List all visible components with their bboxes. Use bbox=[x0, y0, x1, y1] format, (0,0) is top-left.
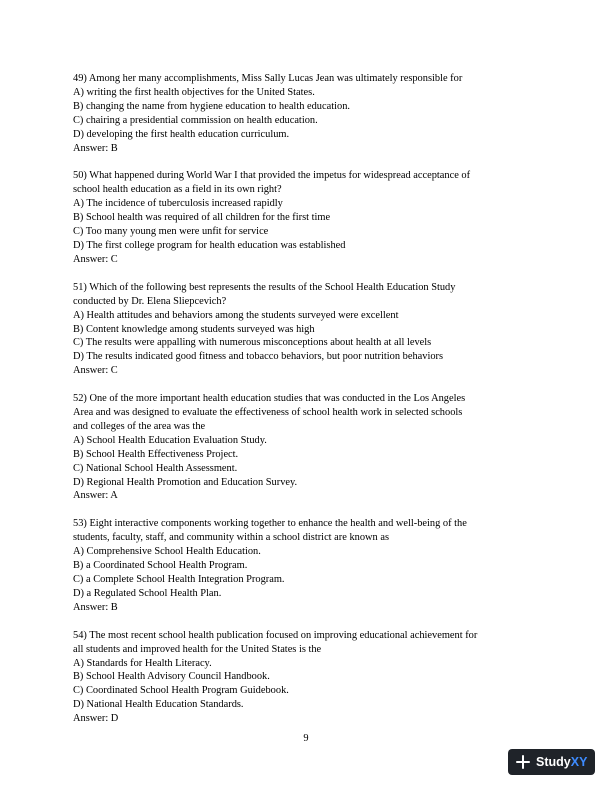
question-stem-line: 52) One of the more important health education studies that was conducted in the Los Angeles bbox=[73, 393, 466, 405]
answer: Answer: B bbox=[73, 601, 118, 613]
question-52 bbox=[73, 392, 543, 503]
question-stem-line: 50) What happened during World War I that provided the impetus for widespread acceptance of bbox=[73, 170, 471, 182]
question-51 bbox=[73, 281, 543, 378]
option-a: A) School Health Education Evaluation Study. bbox=[73, 434, 267, 446]
option-c: C) National School Health Assessment. bbox=[73, 462, 238, 474]
question-stem-line: students, faculty, staff, and community within a school district are known as bbox=[73, 532, 389, 544]
option-d: D) National Health Education Standards. bbox=[73, 699, 244, 711]
option-d: D) developing the first health education curriculum. bbox=[73, 128, 290, 140]
option-a: A) Standards for Health Literacy. bbox=[73, 657, 212, 669]
question-stem-line: 51) Which of the following best represents the results of the School Health Education Study bbox=[73, 281, 456, 293]
plus-icon bbox=[516, 755, 530, 769]
option-a: A) Comprehensive School Health Education. bbox=[73, 546, 261, 558]
question-50 bbox=[73, 169, 543, 266]
question-stem-line: school health education as a field in its own right? bbox=[73, 184, 282, 196]
answer: Answer: C bbox=[73, 253, 118, 265]
option-d: D) The results indicated good fitness and tobacco behaviors, but poor nutrition behaviors bbox=[73, 351, 444, 363]
question-54 bbox=[73, 629, 543, 726]
option-b: B) School Health Effectiveness Project. bbox=[73, 448, 239, 460]
option-c: C) Too many young men were unfit for service bbox=[73, 226, 269, 238]
question-53 bbox=[73, 517, 543, 614]
answer: Answer: B bbox=[73, 142, 118, 154]
option-a: A) Health attitudes and behaviors among the students surveyed were excellent bbox=[73, 309, 399, 321]
option-d: D) The first college program for health education was established bbox=[73, 239, 346, 251]
question-stem-line: 49) Among her many accomplishments, Miss Sally Lucas Jean was ultimately responsible for bbox=[73, 73, 463, 84]
question-stem-line: conducted by Dr. Elena Sliepcevich? bbox=[73, 295, 227, 307]
brand-name-part1: Study bbox=[536, 755, 571, 769]
option-b: B) School health was required of all children for the first time bbox=[73, 212, 331, 224]
answer: Answer: A bbox=[73, 490, 118, 502]
question-stem-line: and colleges of the area was the bbox=[73, 420, 206, 432]
option-c: C) Coordinated School Health Program Guidebook. bbox=[73, 685, 289, 697]
option-c: C) The results were appalling with numerous misconceptions about health at all levels bbox=[73, 337, 432, 349]
option-d: D) Regional Health Promotion and Education Survey. bbox=[73, 476, 298, 488]
option-b: B) changing the name from hygiene education to health education. bbox=[73, 100, 350, 112]
question-list bbox=[73, 72, 543, 740]
option-c: C) chairing a presidential commission on health education. bbox=[73, 114, 318, 126]
brand-name-part2: XY bbox=[570, 755, 588, 769]
question-stem-line: all students and improved health for the United States is the bbox=[73, 643, 322, 655]
option-b: B) Content knowledge among students surveyed was high bbox=[73, 323, 315, 335]
page-number: 9 bbox=[303, 733, 309, 744]
option-a: A) The incidence of tuberculosis increased rapidly bbox=[73, 198, 283, 210]
studyxy-badge[interactable] bbox=[508, 749, 595, 775]
question-stem-line: Area and was designed to evaluate the effectiveness of school health work in selected schools bbox=[73, 407, 463, 419]
option-b: B) a Coordinated School Health Program. bbox=[73, 560, 248, 572]
question-stem-line: 53) Eight interactive components working together to enhance the health and well-being of the bbox=[73, 518, 467, 530]
answer: Answer: C bbox=[73, 365, 118, 377]
answer: Answer: D bbox=[73, 713, 119, 725]
question-stem-line: 54) The most recent school health publication focused on improving educational achievement for bbox=[73, 629, 478, 641]
option-a: A) writing the first health objectives for the United States. bbox=[73, 86, 315, 98]
question-49 bbox=[73, 72, 543, 155]
option-b: B) School Health Advisory Council Handbook. bbox=[73, 671, 270, 683]
option-d: D) a Regulated School Health Plan. bbox=[73, 587, 222, 599]
option-c: C) a Complete School Health Integration Program. bbox=[73, 574, 285, 585]
